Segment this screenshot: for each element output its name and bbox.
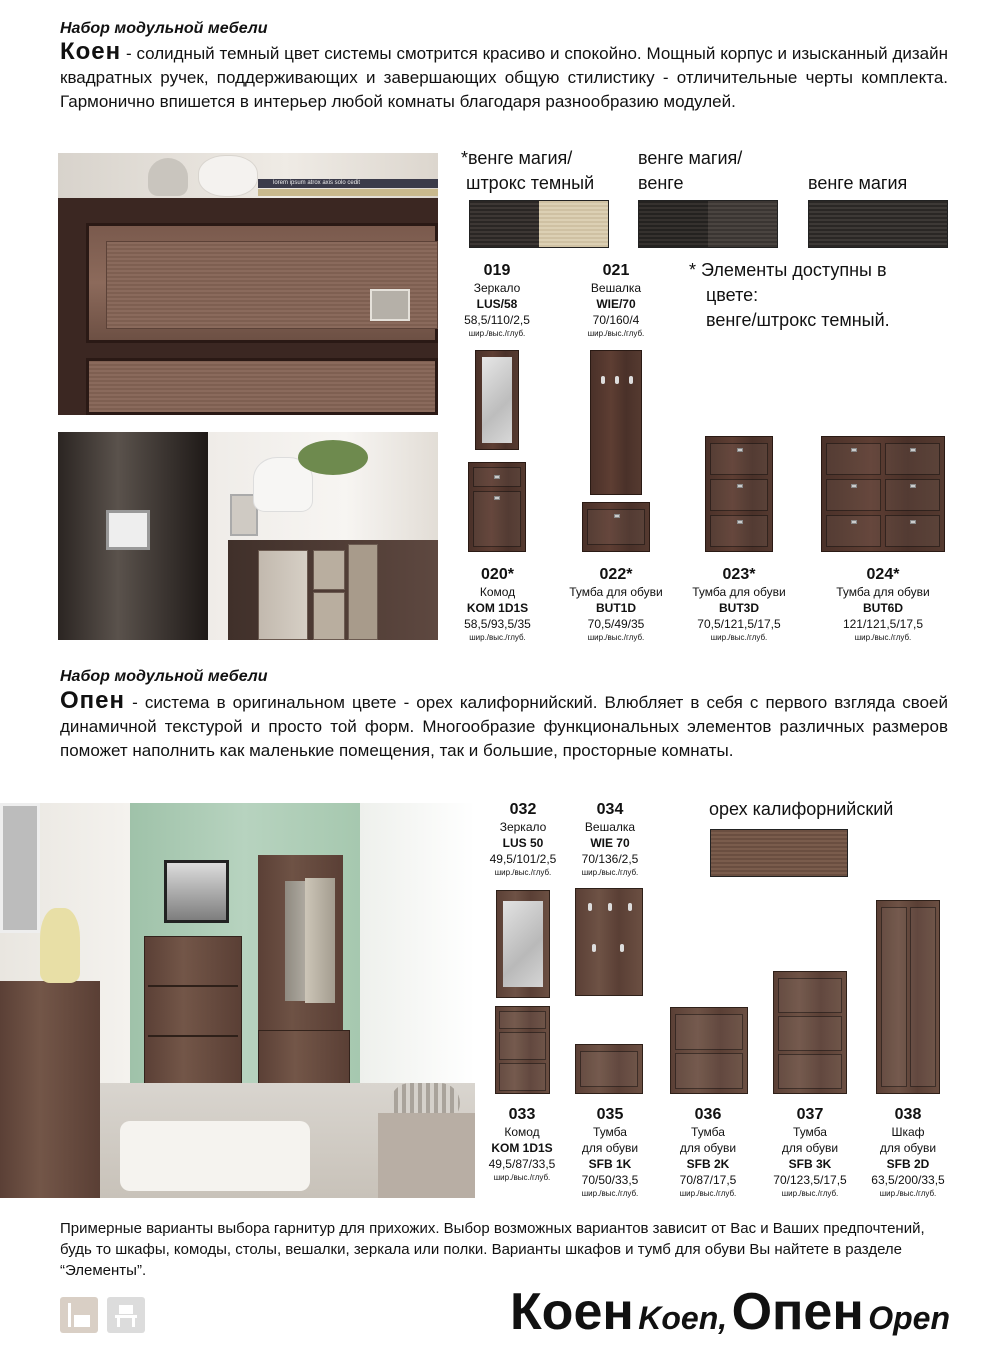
shoe-cabinet-022-drawing xyxy=(582,502,650,552)
open-description: - система в оригинальном цвете - орех калифорнийский. Влюбляет в себя с первого взгляда своей динамичной текстурой и просто той форм. Многообразие функциональных элементов различных размеров поможет наполнить как маленькие помещения, так и большие, просторные комнаты. xyxy=(60,693,948,760)
brand-open-lat: Open xyxy=(868,1300,950,1336)
product-022 xyxy=(558,566,674,643)
product-dim-label: шир./выс./глуб. xyxy=(494,868,552,877)
product-type: Вешалка xyxy=(590,281,642,295)
open-photo-hallway xyxy=(0,803,475,1198)
product-code: WIE/70 xyxy=(596,297,636,311)
product-code: SFB 2D xyxy=(886,1157,930,1171)
product-code: SFB 1K xyxy=(588,1157,632,1171)
product-number: 035 xyxy=(596,1106,624,1123)
shoe-cabinet-037-drawing xyxy=(773,971,847,1094)
product-dims: 49,5/87/33,5 xyxy=(488,1157,556,1171)
product-type: для обуви xyxy=(879,1141,937,1155)
swatch-label-line: венге магия/ xyxy=(638,148,743,168)
product-020 xyxy=(450,566,545,643)
koen-swatch-label-2 xyxy=(638,146,788,196)
product-dims: 70/123,5/17,5 xyxy=(773,1173,847,1187)
product-code: KOM 1D1S xyxy=(466,601,529,615)
brand-koen-ru: Коен xyxy=(509,1283,634,1341)
product-038 xyxy=(860,1106,956,1199)
product-024 xyxy=(825,566,941,643)
hanger-021-drawing xyxy=(590,350,642,495)
product-number: 036 xyxy=(694,1106,722,1123)
product-number: 022* xyxy=(599,566,633,583)
product-number: 024* xyxy=(866,566,900,583)
product-type: Тумба xyxy=(691,1125,725,1139)
product-type: Тумба xyxy=(593,1125,627,1139)
office-icon xyxy=(107,1297,145,1333)
product-033 xyxy=(472,1106,572,1183)
product-036 xyxy=(664,1106,752,1199)
shoe-cabinet-024-drawing xyxy=(821,436,945,552)
product-code: BUT6D xyxy=(862,601,903,615)
product-type: Комод xyxy=(504,1125,540,1139)
product-037 xyxy=(762,1106,858,1199)
open-series-name: Опен xyxy=(60,687,126,714)
product-type: Тумба xyxy=(793,1125,827,1139)
koen-photo-interior xyxy=(58,432,438,640)
wardrobe-038-drawing xyxy=(876,900,940,1094)
shoe-cabinet-035-drawing xyxy=(575,1044,643,1094)
koen-kicker: Набор модульной мебели xyxy=(60,20,268,37)
footer-brand xyxy=(415,1282,950,1342)
mirror-019-drawing xyxy=(475,350,519,450)
product-number: 032 xyxy=(509,801,537,818)
product-023 xyxy=(681,566,797,643)
product-type: Зеркало xyxy=(473,281,521,295)
product-code: LUS 50 xyxy=(502,836,544,850)
swatch-label-line: штрокс темный xyxy=(466,173,595,193)
shoe-cabinet-036-drawing xyxy=(670,1007,748,1094)
product-019 xyxy=(455,262,539,339)
note-line: * Элементы доступны в xyxy=(689,260,887,280)
product-code: LUS/58 xyxy=(476,297,518,311)
swatch-label-line: *венге магия/ xyxy=(461,148,573,168)
product-dim-label: шир./выс./глуб. xyxy=(679,1189,737,1198)
product-dim-label: шир./выс./глуб. xyxy=(581,1189,639,1198)
product-dim-label: шир./выс./глуб. xyxy=(710,633,768,642)
product-dims: 70/160/4 xyxy=(592,313,640,327)
product-number: 019 xyxy=(483,262,511,279)
product-code: SFB 2K xyxy=(686,1157,730,1171)
product-dims: 70/87/17,5 xyxy=(679,1173,737,1187)
product-type: для обуви xyxy=(781,1141,839,1155)
product-dims: 70,5/121,5/17,5 xyxy=(697,617,781,631)
swatch-venge-magia-shtroks xyxy=(469,200,609,248)
product-code: WIE 70 xyxy=(590,836,630,850)
brand-koen-lat: Koen, xyxy=(638,1300,728,1336)
hanger-034-drawing xyxy=(575,888,643,996)
koen-swatch-label-3: венге магия xyxy=(808,173,908,193)
swatch-venge-magia-venge xyxy=(638,200,778,248)
koen-availability-note xyxy=(689,258,949,333)
swatch-venge-magia xyxy=(808,200,948,248)
product-type: Тумба для обуви xyxy=(836,585,930,599)
product-type: Комод xyxy=(479,585,516,599)
koen-photo-drawer xyxy=(58,153,438,415)
product-number: 021 xyxy=(602,262,630,279)
note-line: цвете: xyxy=(706,285,759,305)
note-line: венге/штрокс темный. xyxy=(706,310,890,330)
koen-series-name: Коен xyxy=(60,38,122,65)
product-dim-label: шир./выс./глуб. xyxy=(879,1189,937,1198)
product-type: для обуви xyxy=(679,1141,737,1155)
chest-033-drawing xyxy=(495,1006,550,1094)
chest-020-drawing xyxy=(468,462,526,552)
book-spine-text: lorem ipsum atrox axis solo cedit xyxy=(273,180,361,186)
product-type: Шкаф xyxy=(891,1125,925,1139)
product-code: SFB 3K xyxy=(788,1157,832,1171)
product-dims: 70,5/49/35 xyxy=(587,617,645,631)
product-type: Зеркало xyxy=(499,820,547,834)
product-dim-label: шир./выс./глуб. xyxy=(587,633,645,642)
brand-open-ru: Опен xyxy=(731,1283,864,1341)
product-type: Тумба для обуви xyxy=(569,585,663,599)
product-dims: 58,5/110/2,5 xyxy=(464,313,530,327)
product-type: для обуви xyxy=(581,1141,639,1155)
open-kicker: Набор модульной мебели xyxy=(60,668,268,685)
footer-note: Примерные варианты выбора гарнитур для прихожих. Выбор возможных вариантов зависит от Вас и Ваших предпочтений, будь то шкафы, комоды, столы, вешалки, зеркала или полки. Варианты шкафов и тумб для обуви Вы найтете в разделе “Элементы”. xyxy=(60,1220,925,1279)
product-dim-label: шир./выс./глуб. xyxy=(581,868,639,877)
koen-swatch-label-1 xyxy=(461,146,621,196)
product-dim-label: шир./выс./глуб. xyxy=(468,329,526,338)
product-number: 034 xyxy=(596,801,624,818)
swatch-label-line: венге xyxy=(638,173,684,193)
product-number: 023* xyxy=(722,566,756,583)
product-034 xyxy=(565,801,655,878)
product-035 xyxy=(566,1106,654,1199)
product-dims: 49,5/101/2,5 xyxy=(489,852,557,866)
product-code: BUT3D xyxy=(718,601,759,615)
product-number: 037 xyxy=(796,1106,824,1123)
product-type: Тумба для обуви xyxy=(692,585,786,599)
product-dims: 70/136/2,5 xyxy=(581,852,639,866)
product-dim-label: шир./выс./глуб. xyxy=(781,1189,839,1198)
swatch-oreh-kaliforniyskiy xyxy=(710,829,848,877)
product-dim-label: шир./выс./глуб. xyxy=(854,633,912,642)
product-type: Вешалка xyxy=(584,820,636,834)
product-dim-label: шир./выс./глуб. xyxy=(469,633,526,642)
product-code: BUT1D xyxy=(595,601,636,615)
product-032 xyxy=(478,801,568,878)
koen-intro xyxy=(60,40,948,114)
open-intro xyxy=(60,689,948,763)
product-dims: 70/50/33,5 xyxy=(581,1173,639,1187)
product-dims: 58,5/93,5/35 xyxy=(464,617,531,631)
square-handle-icon xyxy=(370,289,410,321)
product-dims: 121/121,5/17,5 xyxy=(842,617,924,631)
product-dim-label: шир./выс./глуб. xyxy=(587,329,645,338)
shoe-cabinet-023-drawing xyxy=(705,436,773,552)
mirror-032-drawing xyxy=(496,890,550,998)
product-dims: 63,5/200/33,5 xyxy=(871,1173,945,1187)
product-number: 038 xyxy=(894,1106,922,1123)
koen-description: - солидный темный цвет системы смотрится красиво и спокойно. Мощный корпус и изысканный дизайн квадратных ручек, поддерживающих и завершающих общую стилистику - отличительные черты комплекта. Гармонично впишется в интерьер любой комнаты благодаря разнообразию модулей. xyxy=(60,44,948,111)
product-021 xyxy=(574,262,658,339)
product-number: 033 xyxy=(508,1106,536,1123)
product-number: 020* xyxy=(481,566,514,583)
product-code: KOM 1D1S xyxy=(491,1141,553,1155)
open-swatch-label: орех калифорнийский xyxy=(709,799,894,819)
hallway-icon xyxy=(60,1297,98,1333)
product-dim-label: шир./выс./глуб. xyxy=(493,1173,551,1182)
